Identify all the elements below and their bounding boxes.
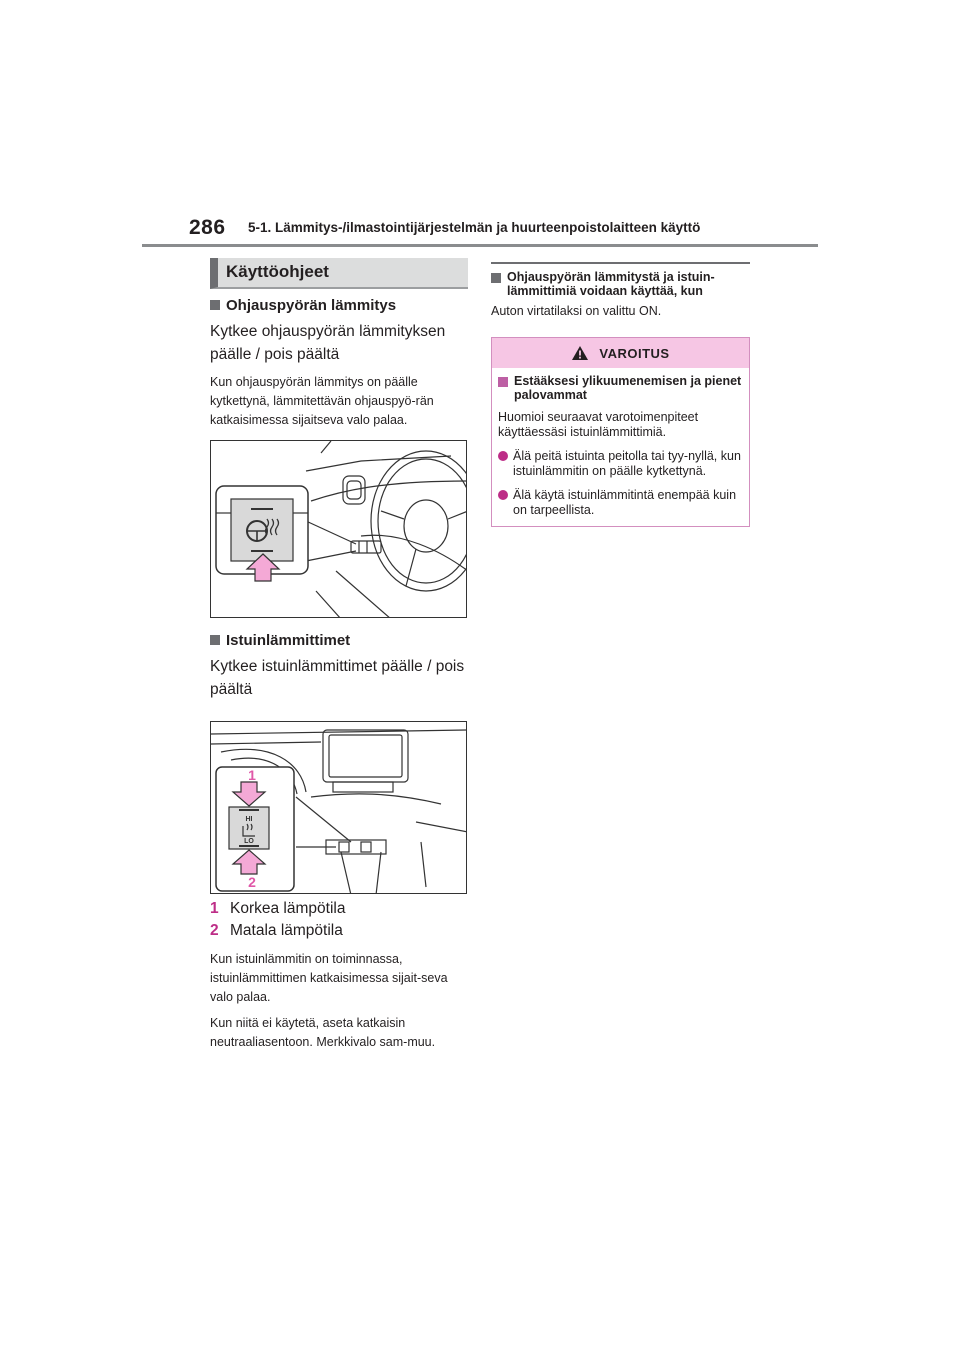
warning-box — [491, 337, 750, 527]
header-divider — [142, 244, 818, 247]
lo-label: LO — [244, 838, 254, 845]
steering-note: Kun ohjauspyörän lämmitys on päälle kytkettynä, lämmitettävän ohjauspyö-rän katkaisimessa sijaitseva valo palaa. — [210, 375, 434, 427]
section-heading: Käyttöohjeet — [210, 258, 468, 289]
callout-2: 2 — [248, 874, 256, 890]
callout-1: 1 — [248, 767, 256, 783]
hi-label: HI — [245, 816, 253, 823]
warning-header — [492, 338, 749, 368]
square-bullet-icon — [498, 377, 508, 387]
column-rule — [491, 262, 750, 264]
square-bullet-icon — [210, 635, 220, 645]
steering-heading: Ohjauspyörän lämmitys — [210, 297, 468, 314]
square-bullet-icon — [210, 300, 220, 310]
warning-title: VAROITUS — [599, 345, 670, 361]
steering-heater-figure — [210, 440, 467, 618]
seat-instruction: Kytkee istuinlämmittimet päälle / pois päältä — [210, 658, 465, 698]
usage-heading: Ohjauspyörän lämmitystä ja istuin-lämmittimiä voidaan käyttää, kun — [491, 270, 750, 298]
seat-note-2: Kun niitä ei käytetä, aseta katkaisin neutraaliasentoon. Merkkivalo sam-muu. — [210, 1016, 436, 1049]
warning-intro: Huomioi seuraavat varotoimenpiteet käyttäessäsi istuinlämmittimiä. — [498, 410, 699, 439]
left-column — [210, 258, 468, 1052]
list-item: 1 Korkea lämpötila — [210, 900, 346, 917]
seat-heater-figure — [210, 721, 467, 894]
usage-text: Auton virtatilaksi on valittu ON. — [491, 304, 662, 318]
warning-body — [492, 368, 749, 526]
seat-heading: Istuinlämmittimet — [210, 632, 468, 649]
list-item: Älä peitä istuinta peitolla tai tyy-nyllä, kun istuinlämmitin on päälle kytkettynä. — [498, 449, 745, 479]
page-header — [0, 0, 960, 250]
list-item: Älä käytä istuinlämmitintä enempää kuin on tarpeellista. — [498, 488, 745, 518]
right-column — [491, 262, 750, 527]
seat-note-1: Kun istuinlämmitin on toiminnassa, istuinlämmittimen katkaisimessa sijait-seva valo palaa. — [210, 952, 448, 1004]
page-number: 286 — [189, 216, 226, 239]
list-item: 2 Matala lämpötila — [210, 922, 343, 939]
warning-subheading: Estääksesi ylikuumenemisen ja pienet palovammat — [498, 374, 745, 402]
bullet-dot-icon — [498, 490, 508, 500]
bullet-dot-icon — [498, 451, 508, 461]
warning-triangle-icon — [571, 345, 589, 361]
square-bullet-icon — [491, 273, 501, 283]
section-title: 5-1. Lämmitys-/ilmastointijärjestelmän ja huurteenpoistolaitteen käyttö — [248, 220, 701, 235]
steering-instruction: Kytkee ohjauspyörän lämmityksen päälle / pois päältä — [210, 323, 446, 363]
